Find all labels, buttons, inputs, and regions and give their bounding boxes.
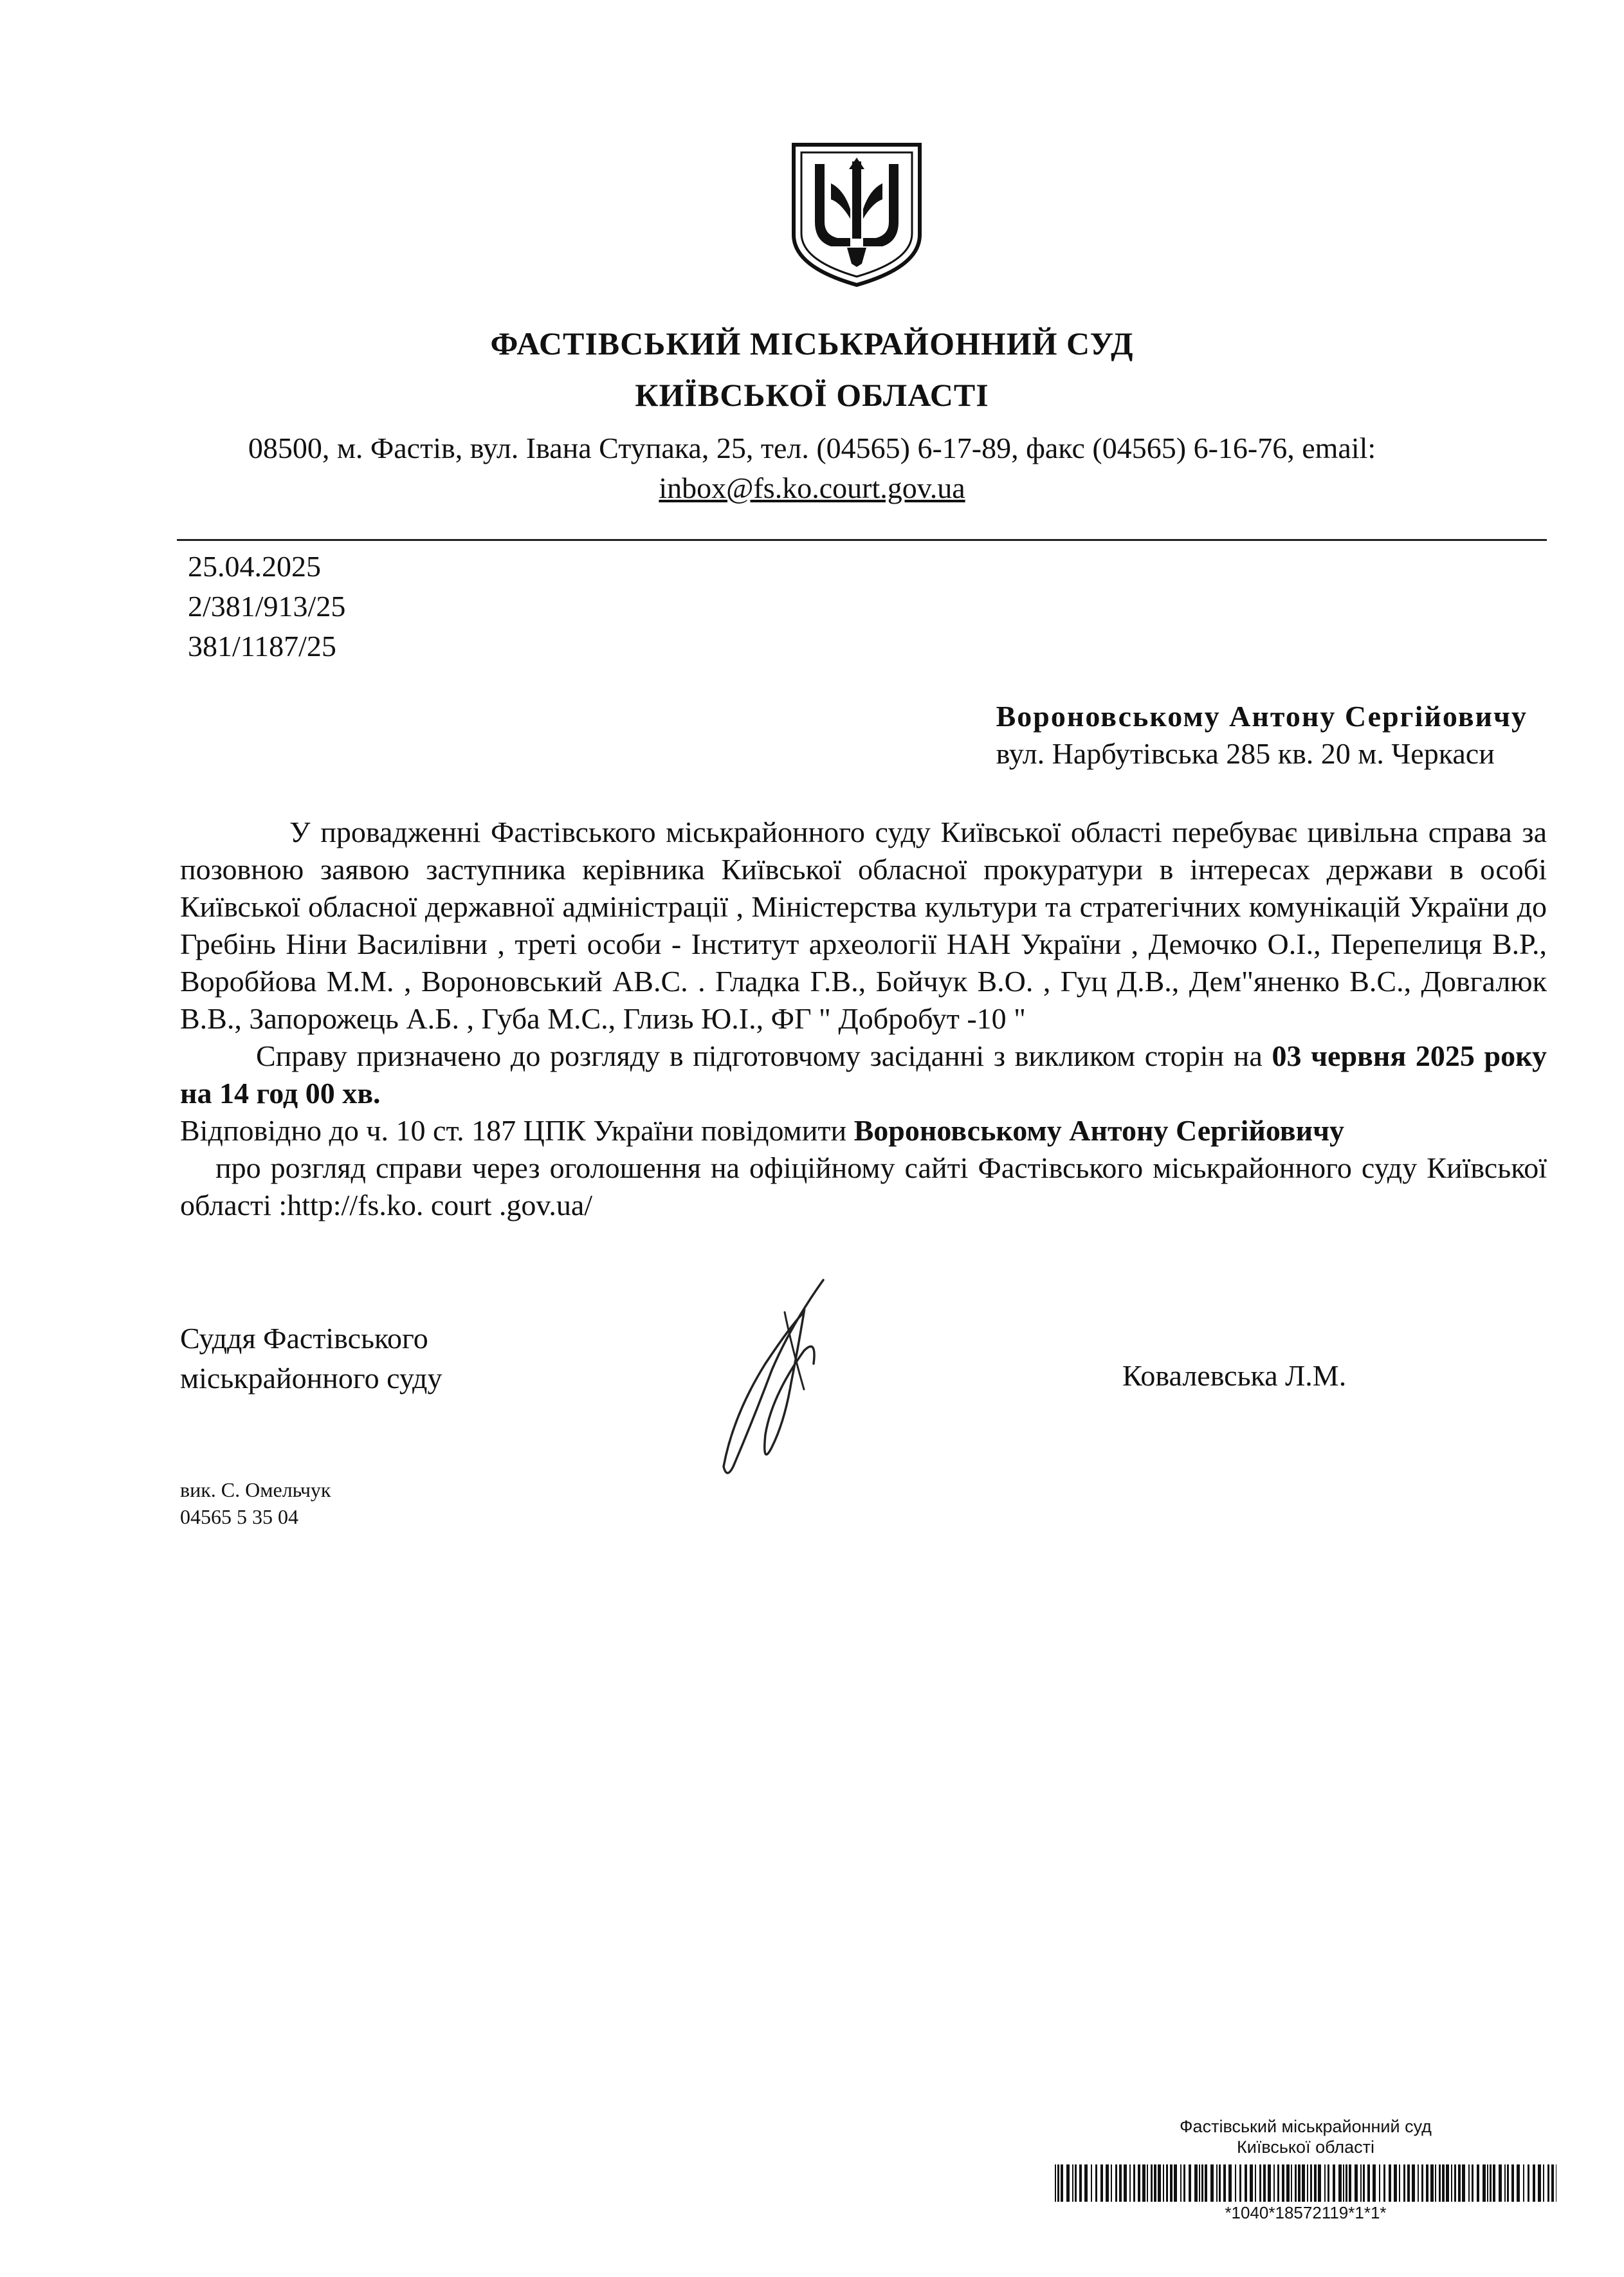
notify-recipient-name: Вороновському Антону Сергійовичу	[853, 1114, 1345, 1147]
court-email-line	[0, 471, 1624, 505]
recipient-block	[996, 698, 1528, 773]
body-paragraph-3	[180, 1112, 1547, 1149]
body-paragraph-2	[180, 1038, 1547, 1112]
recipient-address: вул. Нарбутівська 285 кв. 20 м. Черкаси	[996, 737, 1495, 770]
executor-name: вик. С. Омельчук	[180, 1478, 331, 1501]
hearing-datetime: 03 червня 2025 року на 14 год 00 хв.	[180, 1039, 1547, 1110]
case-number: 381/1187/25	[188, 630, 336, 663]
body-paragraph-1: У провадженні Фастівського міськрайонного суду Київської області перебуває цивільна справа за позовною заявою заступника керівника Київської обласної прокуратури в інтересах держави в особі Київської обласної державної адміністрації , Міністерства культури та стратегічних комунікацій України до Гребінь Ніни Василівни , треті особи - Інститут археології НАН України , Демочко О.І., Перепелиця В.Р., Воробйова М.М. , Вороновський АВ.С. . Гладка Г.В., Бойчук В.О. , Гуц Д.В., Дем"яненко В.С., Довгалюк В.В., Запорожець А.Б. , Губа М.С., Глизь Ю.І., ФГ " Добробут -10 "	[180, 816, 1547, 1035]
stamp-line2: Київської області	[1237, 2137, 1374, 2157]
document-date: 25.04.2025	[188, 550, 321, 583]
court-name-line2: КИЇВСЬКОЇ ОБЛАСТІ	[635, 377, 989, 413]
header-divider	[177, 539, 1547, 541]
barcode-icon	[1055, 2164, 1556, 2202]
document-meta	[188, 547, 345, 666]
stamp-line1: Фастівський міськрайонний суд	[1180, 2117, 1432, 2136]
executor-block	[180, 1476, 331, 1530]
registry-stamp	[1055, 2116, 1556, 2157]
court-address: 08500, м. Фастів, вул. Івана Ступака, 25, тел. (04565) 6-17-89, факс (04565) 6-16-76, email:	[248, 432, 1376, 464]
hearing-intro: Справу призначено до розгляду в підготовчому засіданні з викликом сторін на	[256, 1039, 1272, 1072]
body-paragraph-4: про розгляд справи через оголошення на офіційному сайті Фастівського міськрайонного суду Київської області :http://fs.ko. court .gov.ua/	[180, 1151, 1547, 1221]
judge-title	[180, 1319, 442, 1398]
recipient-name: Вороновському Антону Сергійовичу	[996, 700, 1528, 733]
barcode-number: *1040*18572119*1*1*	[1225, 2203, 1387, 2222]
handwritten-signature	[695, 1274, 862, 1486]
letter-body	[180, 814, 1547, 1224]
judge-title-line1: Суддя Фастівського	[180, 1322, 428, 1355]
judge-name: Ковалевська Л.М.	[1122, 1359, 1347, 1392]
trident-coat-of-arms-icon	[786, 138, 927, 289]
executor-phone: 04565 5 35 04	[180, 1505, 298, 1528]
court-email-link[interactable]: inbox@fs.ko.court.gov.ua	[659, 471, 965, 504]
court-name-line1: ФАСТІВСЬКИЙ МІСЬКРАЙОННИЙ СУД	[490, 325, 1134, 361]
notify-intro: Відповідно до ч. 10 ст. 187 ЦПК України повідомити	[180, 1114, 854, 1147]
judge-title-line2: міськрайонного суду	[180, 1362, 442, 1395]
outgoing-number: 2/381/913/25	[188, 590, 346, 623]
